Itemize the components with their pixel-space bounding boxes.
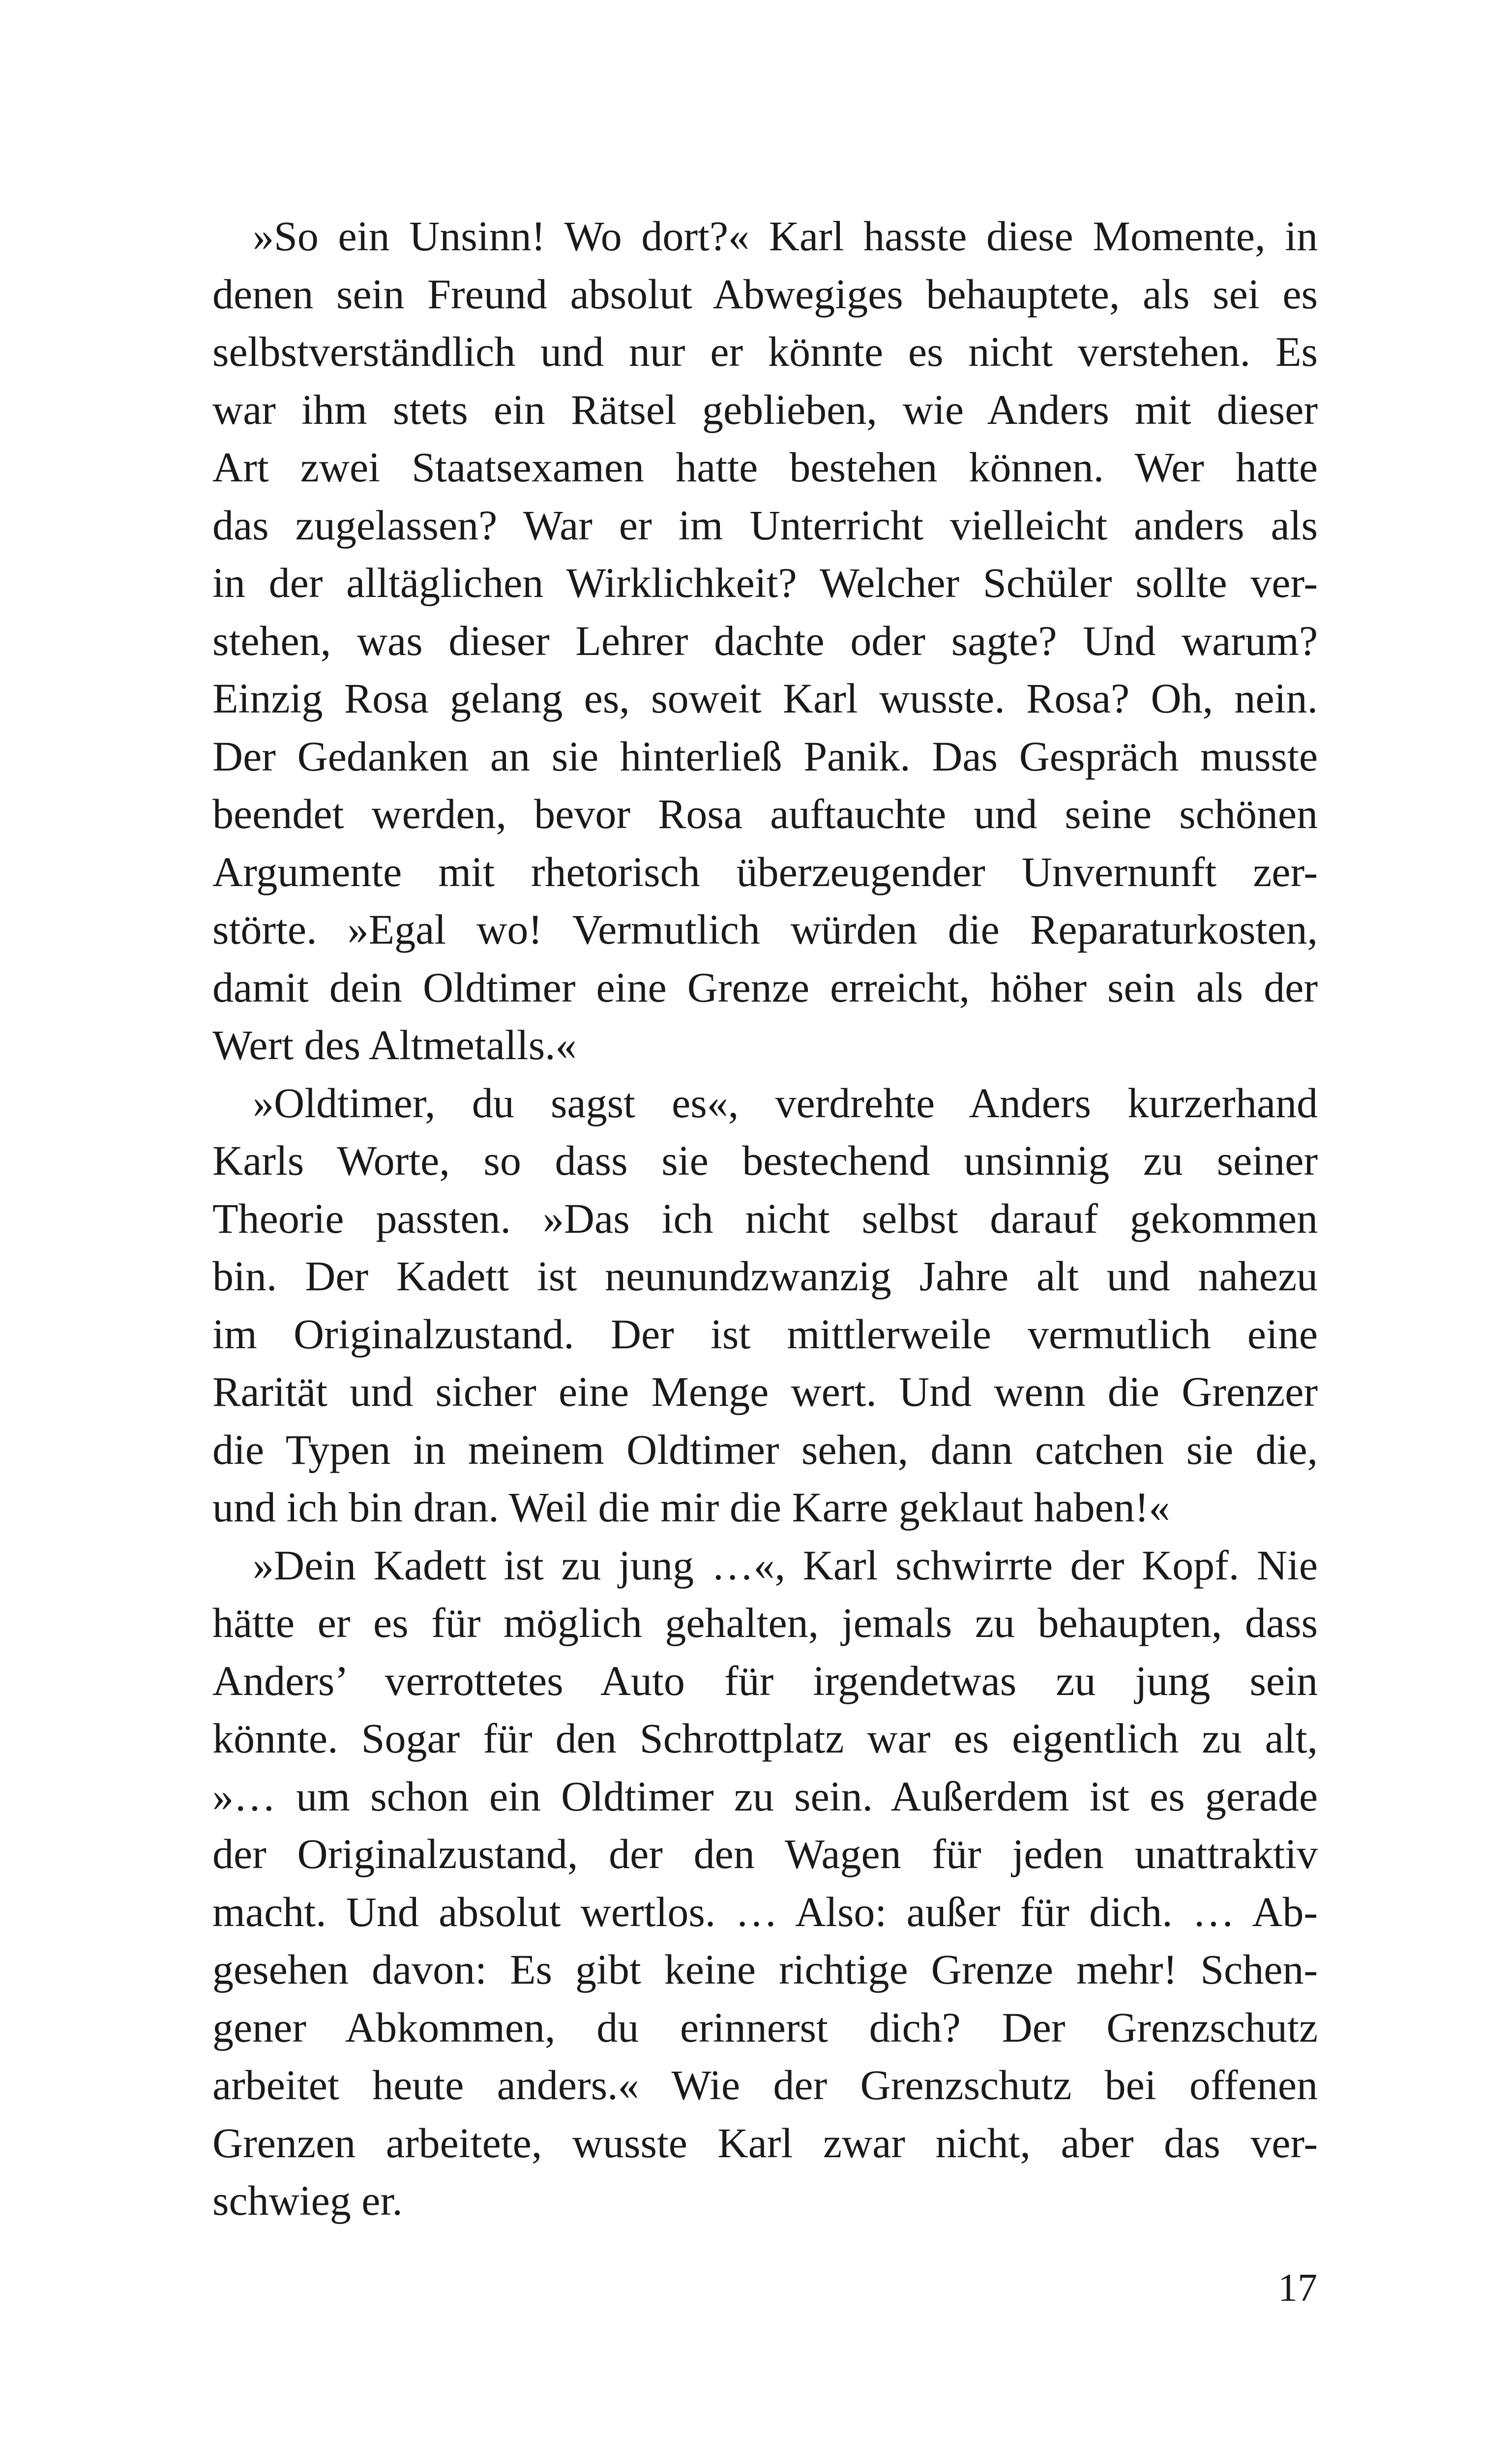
text-line: selbstverständlich und nur er könnte es nicht verstehen. Es [212,328,1318,375]
text-line: und ich bin dran. Weil die mir die Karre geklaut haben!« [212,1484,1170,1531]
text-line: der Originalzustand, der den Wagen für jeden unattraktiv [212,1830,1318,1877]
text-line: Karls Worte, so dass sie bestechend unsinnig zu seiner [212,1137,1318,1184]
text-line: störte. »Egal wo! Vermutlich würden die Reparaturkosten, [212,906,1318,953]
text-line: beendet werden, bevor Rosa auftauchte und seine schönen [212,790,1318,837]
text-line: die Typen in meinem Oldtimer sehen, dann catchen sie die, [212,1426,1318,1473]
text-line: stehen, was dieser Lehrer dachte oder sagte? Und warum? [212,617,1318,664]
text-line: schwieg er. [212,2177,403,2224]
text-line: war ihm stets ein Rätsel geblieben, wie Anders mit dieser [212,386,1318,433]
text-line: Rarität und sicher eine Menge wert. Und wenn die Grenzer [212,1368,1318,1415]
text-line: gener Abkommen, du erinnerst dich? Der Grenzschutz [212,2003,1318,2051]
text-line: »… um schon ein Oldtimer zu sein. Außerdem ist es gerade [212,1772,1318,1820]
text-line: im Originalzustand. Der ist mittlerweile vermutlich eine [212,1310,1318,1358]
text-line: gesehen davon: Es gibt keine richtige Grenze mehr! Schen- [212,1946,1318,1993]
text-line: Der Gedanken an sie hinterließ Panik. Das Gespräch musste [212,732,1318,780]
text-line: Einzig Rosa gelang es, soweit Karl wusste. Rosa? Oh, nein. [212,675,1318,722]
text-line: »Dein Kadett ist zu jung …«, Karl schwirrte der Kopf. Nie [253,1541,1318,1589]
text-line: »Oldtimer, du sagst es«, verdrehte Anders kurzerhand [253,1079,1318,1127]
text-line: denen sein Freund absolut Abwegiges behauptete, als sei es [212,270,1318,318]
text-line: »So ein Unsinn! Wo dort?« Karl hasste diese Momente, in [253,212,1318,260]
text-line: hätte er es für möglich gehalten, jemals zu behaupten, dass [212,1599,1318,1646]
paragraph-1 [212,208,1318,1074]
text-line: könnte. Sogar für den Schrottplatz war es eigentlich zu alt, [212,1715,1318,1762]
text-line: Theorie passten. »Das ich nicht selbst darauf gekommen [212,1194,1318,1242]
text-line: Argumente mit rhetorisch überzeugender Unvernunft zer- [212,848,1318,895]
text-line: das zugelassen? War er im Unterricht vielleicht anders als [212,501,1318,549]
text-line: macht. Und absolut wertlos. … Also: außer für dich. … Ab- [212,1888,1318,1935]
text-line: Wert des Altmetalls.« [212,1021,577,1069]
text-line: in der alltäglichen Wirklichkeit? Welcher Schüler sollte ver- [212,559,1318,606]
paragraph-3 [212,1537,1318,2230]
text-line: Art zwei Staatsexamen hatte bestehen können. Wer hatte [212,444,1318,491]
text-line: Grenzen arbeitete, wusste Karl zwar nicht, aber das ver- [212,2119,1318,2167]
page-number: 17 [1278,2266,1317,2310]
text-line: Anders’ verrottetes Auto für irgendetwas zu jung sein [212,1657,1318,1704]
paragraph-2 [212,1074,1318,1537]
text-line: bin. Der Kadett ist neunundzwanzig Jahre alt und nahezu [212,1252,1318,1300]
text-line: damit dein Oldtimer eine Grenze erreicht, höher sein als der [212,963,1318,1011]
text-line: arbeitet heute anders.« Wie der Grenzschutz bei offenen [212,2061,1318,2109]
book-page-text [212,208,1318,2230]
